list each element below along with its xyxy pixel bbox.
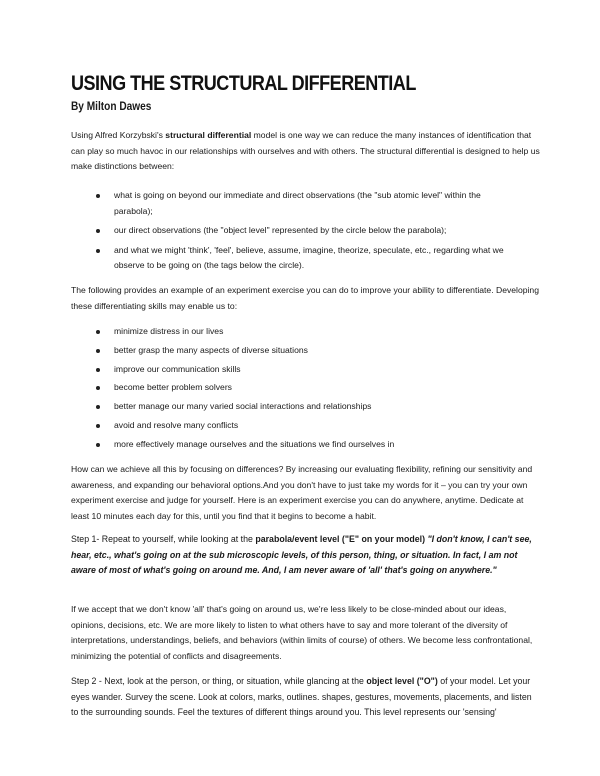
- benefits-list: [96, 324, 516, 455]
- intro-term-structural-differential: structural differential: [165, 130, 252, 140]
- step-2-text-post: of your model. Let your eyes wander. Survey the scene. Look at colors, marks, outlines. shapes, gestures, movements, placements, and listen to the surrounding sounds. Feel the textures of different things around you. This level represents our 'sensing': [71, 676, 532, 718]
- list-item: improve our communication skills: [96, 362, 516, 378]
- list-item: what is going on beyond our immediate and direct observations (the "sub atomic level" within the parabola);: [96, 188, 516, 219]
- author-byline: By Milton Dawes: [71, 101, 152, 113]
- bullet-icon: [96, 194, 100, 198]
- list-item: and what we might 'think', 'feel', believe, assume, imagine, theorize, speculate, etc., regarding what we observe to be going on (the tags below the circle).: [96, 243, 516, 274]
- accept-paragraph: If we accept that we don't know 'all' that's going on around us, we're less likely to be close-minded about our ideas, opinions, decisions, etc. We are more likely to listen to what others have to say and more tolerant of the diversity of interpretations, understandings, beliefs, and behaviors (within limits of course) of others. We become less confrontational, minimizing the potential of conflicts and disagreements.: [71, 604, 533, 661]
- bullet-icon: [96, 229, 100, 233]
- bullet-icon: [96, 368, 100, 372]
- step-1-text: Step 1- Repeat to yourself, while looking at the: [71, 534, 256, 544]
- bullet-icon: [96, 249, 100, 253]
- list-item: more effectively manage ourselves and the situations we find ourselves in: [96, 437, 516, 453]
- step-1-paragraph: [71, 532, 541, 579]
- bullet-icon: [96, 424, 100, 428]
- bullet-icon: [96, 349, 100, 353]
- bullet-icon: [96, 443, 100, 447]
- exercise-intro-paragraph: The following provides an example of an experiment exercise you can do to improve your ability to differentiate. Developing these differentiating skills may enable us to:: [71, 285, 539, 311]
- intro-text-pre: Using Alfred Korzybski's: [71, 130, 166, 140]
- step-1-parabola-term: parabola/event level ("E" on your model): [255, 534, 426, 544]
- how-paragraph: How can we achieve all this by focusing on differences? By increasing our evaluating flexibility, refining our sensitivity and awareness, and expanding our behavioral options.And you don't have to just take my words for it – you can try your own experiment exercise and judge for yourself. Here is an experiment exercise you can do anywhere, anytime. Dedicate at least 10 minutes each day for this, until you find that it begins to become a habit.: [71, 464, 533, 521]
- list-item: avoid and resolve many conflicts: [96, 418, 516, 434]
- bullet-icon: [96, 386, 100, 390]
- document-title: USING THE STRUCTURAL DIFFERENTIAL: [71, 72, 416, 95]
- intro-text-post: model is one way we can reduce the many instances of identification that can play so much havoc in our relationships with ourselves and with others. The structural differential is designed to help us make distinctions between:: [71, 130, 540, 172]
- step-1-quote: "I don't know, I can't see, hear, etc., what's going on at the sub microscopic levels, of this person, thing, or situation. In fact, I am not aware of most of what's going on around me. And, I am never aware of 'all' that's going on anywhere.": [71, 534, 532, 576]
- bullet-icon: [96, 405, 100, 409]
- step-2-object-term: object level ("O"): [366, 676, 438, 686]
- list-item: become better problem solvers: [96, 380, 516, 396]
- bullet-icon: [96, 330, 100, 334]
- list-item: better manage our many varied social interactions and relationships: [96, 399, 516, 415]
- step-2-text: Step 2 - Next, look at the person, or thing, or situation, while glancing at the: [71, 676, 367, 686]
- list-item: our direct observations (the "object level" represented by the circle below the parabola);: [96, 223, 516, 239]
- list-item: minimize distress in our lives: [96, 324, 516, 340]
- intro-paragraph: [71, 128, 541, 175]
- distinctions-list: [96, 188, 516, 278]
- list-item: better grasp the many aspects of diverse situations: [96, 343, 516, 359]
- step-2-paragraph: [71, 674, 541, 721]
